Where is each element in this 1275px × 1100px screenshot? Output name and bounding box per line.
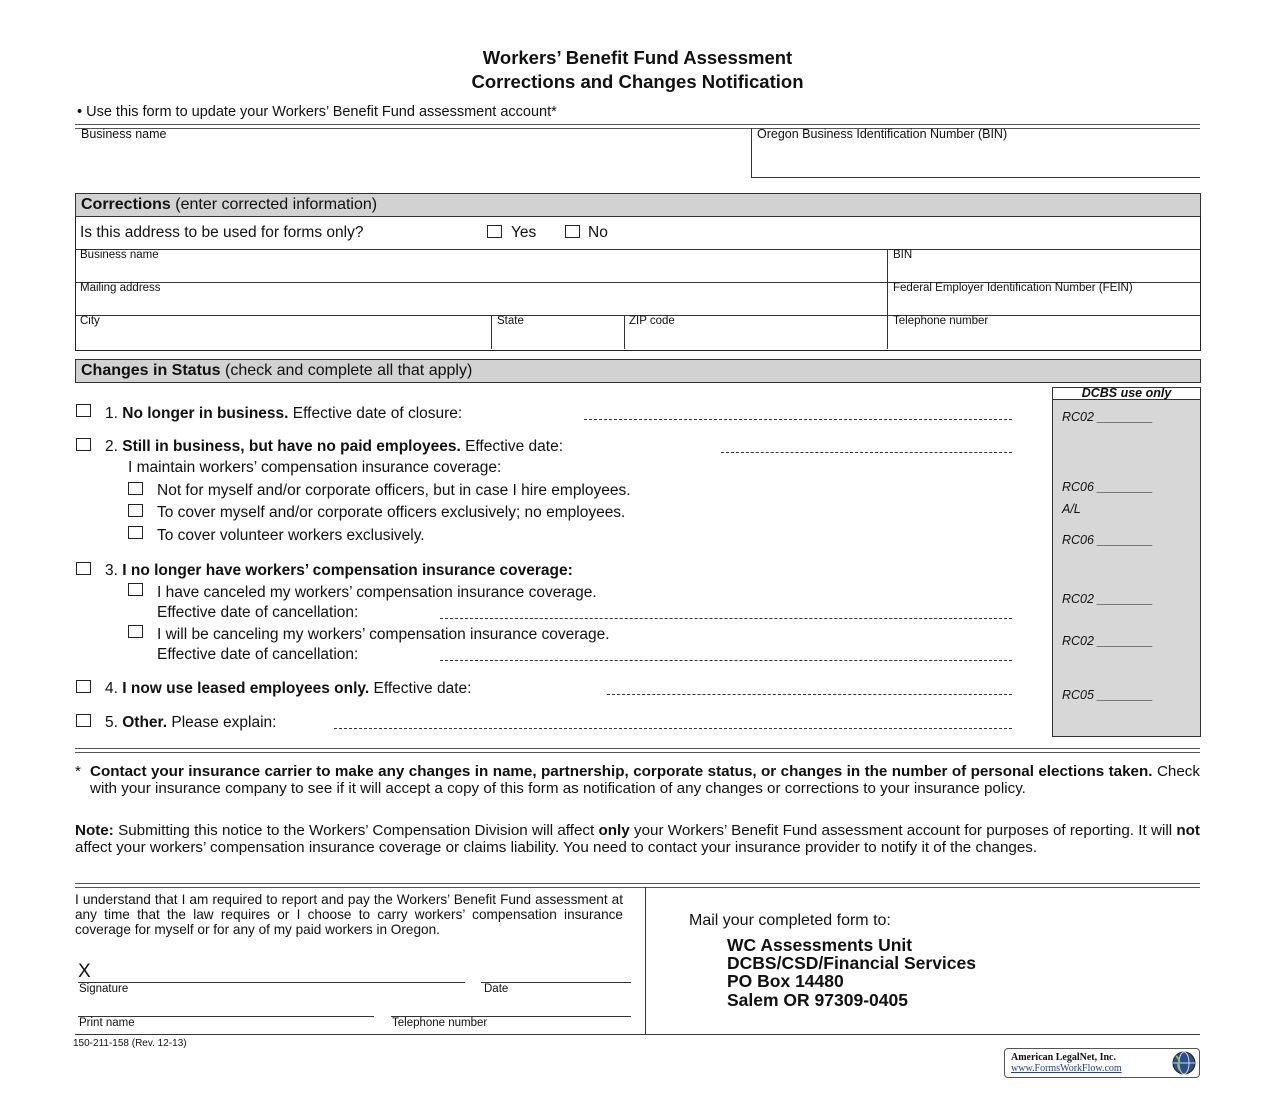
signature-line[interactable] [78, 982, 465, 983]
insurance-carrier-note: Contact your insurance carrier to make any changes in name, partnership, corporate status, or changes in the number of personal elections taken. Check with your insurance company to see if it will accept a copy of this form as notification of any changes or corrections to your insurance policy. [90, 763, 1200, 797]
item2-opt2-text: To cover myself and/or corporate officers exclusively; no employees. [157, 504, 626, 521]
fein-label: Federal Employer Identification Number (FEIN) [893, 282, 1133, 294]
fein-input[interactable] [893, 297, 1197, 316]
logo-url[interactable]: www.FormsWorkFlow.com [1011, 1063, 1122, 1074]
legalnet-logo[interactable] [1004, 1048, 1200, 1078]
item3-opt1-text: I have canceled my workers’ compensation insurance coverage. [157, 584, 597, 601]
dcbs-panel [1052, 387, 1201, 737]
item1-checkbox[interactable] [76, 404, 91, 417]
item3-opt2-checkbox[interactable] [128, 625, 143, 638]
x-mark: X [78, 961, 91, 982]
signature-statement: I understand that I am required to report and pay the Workers’ Benefit Fund assessment at any time that the law requires or I choose to carry workers’ compensation insurance coverage for myself or for any of my paid workers in Oregon. [75, 892, 623, 937]
item3-opt2-date-label: Effective date of cancellation: [157, 646, 359, 663]
print-name-label: Print name [79, 1017, 135, 1029]
mail-intro: Mail your completed form to: [689, 912, 891, 929]
item5-text: 5. Other. Please explain: [105, 714, 277, 731]
divider [887, 249, 888, 349]
mailing-address-input[interactable] [80, 297, 884, 316]
divider [624, 315, 625, 349]
item4-checkbox[interactable] [76, 680, 91, 693]
telephone-label: Telephone number [893, 315, 989, 327]
mail-line4: Salem OR 97309-0405 [727, 990, 908, 1010]
dcbs-code: RC06 ________ [1062, 480, 1154, 494]
instruction: • Use this form to update your Workers’ Benefit Fund assessment account* [77, 104, 557, 120]
divider [751, 177, 1200, 178]
dcbs-code: RC02 ________ [1062, 410, 1154, 424]
bin-label: Oregon Business Identification Number (BIN) [757, 127, 1008, 141]
divider [75, 883, 1200, 888]
item3-checkbox[interactable] [76, 562, 91, 575]
globe-icon [1171, 1050, 1197, 1076]
divider [75, 124, 1200, 129]
divider [75, 249, 1200, 250]
item2-subtext: I maintain workers’ compensation insurance coverage: [128, 459, 502, 476]
corr-business-name-input[interactable] [80, 264, 884, 283]
item5-checkbox[interactable] [76, 714, 91, 727]
corr-business-name-label: Business name [80, 249, 159, 261]
divider [491, 315, 492, 349]
corr-bin-label: BIN [893, 249, 913, 261]
dcbs-title: DCBS use only [1081, 386, 1172, 400]
mailing-address-label: Mailing address [80, 282, 161, 294]
item2-opt1-checkbox[interactable] [128, 482, 143, 495]
item4-text: 4. I now use leased employees only. Effective date: [105, 680, 472, 697]
item2-checkbox[interactable] [76, 438, 91, 451]
item3-opt2-date-line[interactable] [440, 660, 1012, 661]
item2-opt2-checkbox[interactable] [128, 504, 143, 517]
state-input[interactable] [497, 330, 623, 349]
divider [751, 128, 752, 178]
zip-input[interactable] [629, 330, 885, 349]
page-title: Workers’ Benefit Fund Assessment [482, 47, 793, 68]
dcbs-code: RC06 ________ [1062, 533, 1154, 547]
state-label: State [497, 315, 524, 327]
corr-bin-input[interactable] [893, 264, 1197, 283]
item3-opt1-checkbox[interactable] [128, 583, 143, 596]
item3-opt1-date-line[interactable] [440, 618, 1012, 619]
item2-opt3-checkbox[interactable] [128, 526, 143, 539]
city-input[interactable] [80, 330, 489, 349]
logo-name: American LegalNet, Inc. [1011, 1052, 1116, 1063]
dcbs-code: RC02 ________ [1062, 634, 1154, 648]
item2-text: 2. Still in business, but have no paid employees. Effective date: [105, 438, 564, 455]
telephone-input[interactable] [893, 330, 1197, 349]
dcbs-code: A/L [1062, 502, 1081, 516]
business-name-label: Business name [81, 127, 167, 141]
page-subtitle: Corrections and Changes Notification [471, 71, 804, 92]
item1-date-line[interactable] [584, 419, 1012, 420]
divider [75, 1034, 1200, 1035]
item1-text: 1. No longer in business. Effective date of closure: [105, 405, 463, 422]
mail-line1: WC Assessments Unit [727, 935, 913, 955]
city-label: City [80, 315, 100, 327]
divider [645, 887, 646, 1034]
divider [75, 748, 1200, 753]
bullet-icon: • [77, 104, 83, 120]
form-number: 150-211-158 (Rev. 12-13) [73, 1038, 187, 1049]
yes-label: Yes [511, 224, 537, 241]
sig-telephone-label: Telephone number [392, 1017, 488, 1029]
item2-opt1-text: Not for myself and/or corporate officers, but in case I hire employees. [157, 482, 631, 499]
signature-label: Signature [79, 983, 129, 995]
item2-opt3-text: To cover volunteer workers exclusively. [157, 527, 425, 544]
no-label: No [588, 224, 608, 241]
no-checkbox[interactable] [565, 225, 580, 238]
zip-label: ZIP code [629, 315, 675, 327]
forms-only-question: Is this address to be used for forms only? [80, 224, 364, 241]
bin-input[interactable] [757, 146, 1201, 174]
business-name-input[interactable] [80, 146, 744, 174]
dcbs-code: RC05 ________ [1062, 688, 1154, 702]
asterisk: * [75, 763, 81, 780]
item4-date-line[interactable] [607, 694, 1012, 695]
item3-text: 3. I no longer have workers’ compensation insurance coverage: [105, 562, 573, 579]
changes-heading: Changes in Status (check and complete all that apply) [81, 362, 473, 379]
item3-opt1-date-label: Effective date of cancellation: [157, 604, 359, 621]
yes-checkbox[interactable] [487, 225, 502, 238]
corrections-heading: Corrections (enter corrected information) [81, 196, 378, 213]
item3-opt2-text: I will be canceling my workers’ compensation insurance coverage. [157, 626, 610, 643]
mail-line3: PO Box 14480 [727, 971, 844, 991]
dcbs-code: RC02 ________ [1062, 592, 1154, 606]
mail-line2: DCBS/CSD/Financial Services [727, 953, 976, 973]
item5-explain-line[interactable] [334, 728, 1012, 729]
date-label: Date [484, 983, 509, 995]
note-paragraph: Note: Submitting this notice to the Workers’ Compensation Division will affect only your Workers’ Benefit Fund assessment account for purposes of reporting. It will not affect your workers’ compensation insurance coverage or claims liability. You need to contact your insurance provider to notify it of the changes. [75, 822, 1200, 856]
item2-date-line[interactable] [721, 452, 1012, 453]
